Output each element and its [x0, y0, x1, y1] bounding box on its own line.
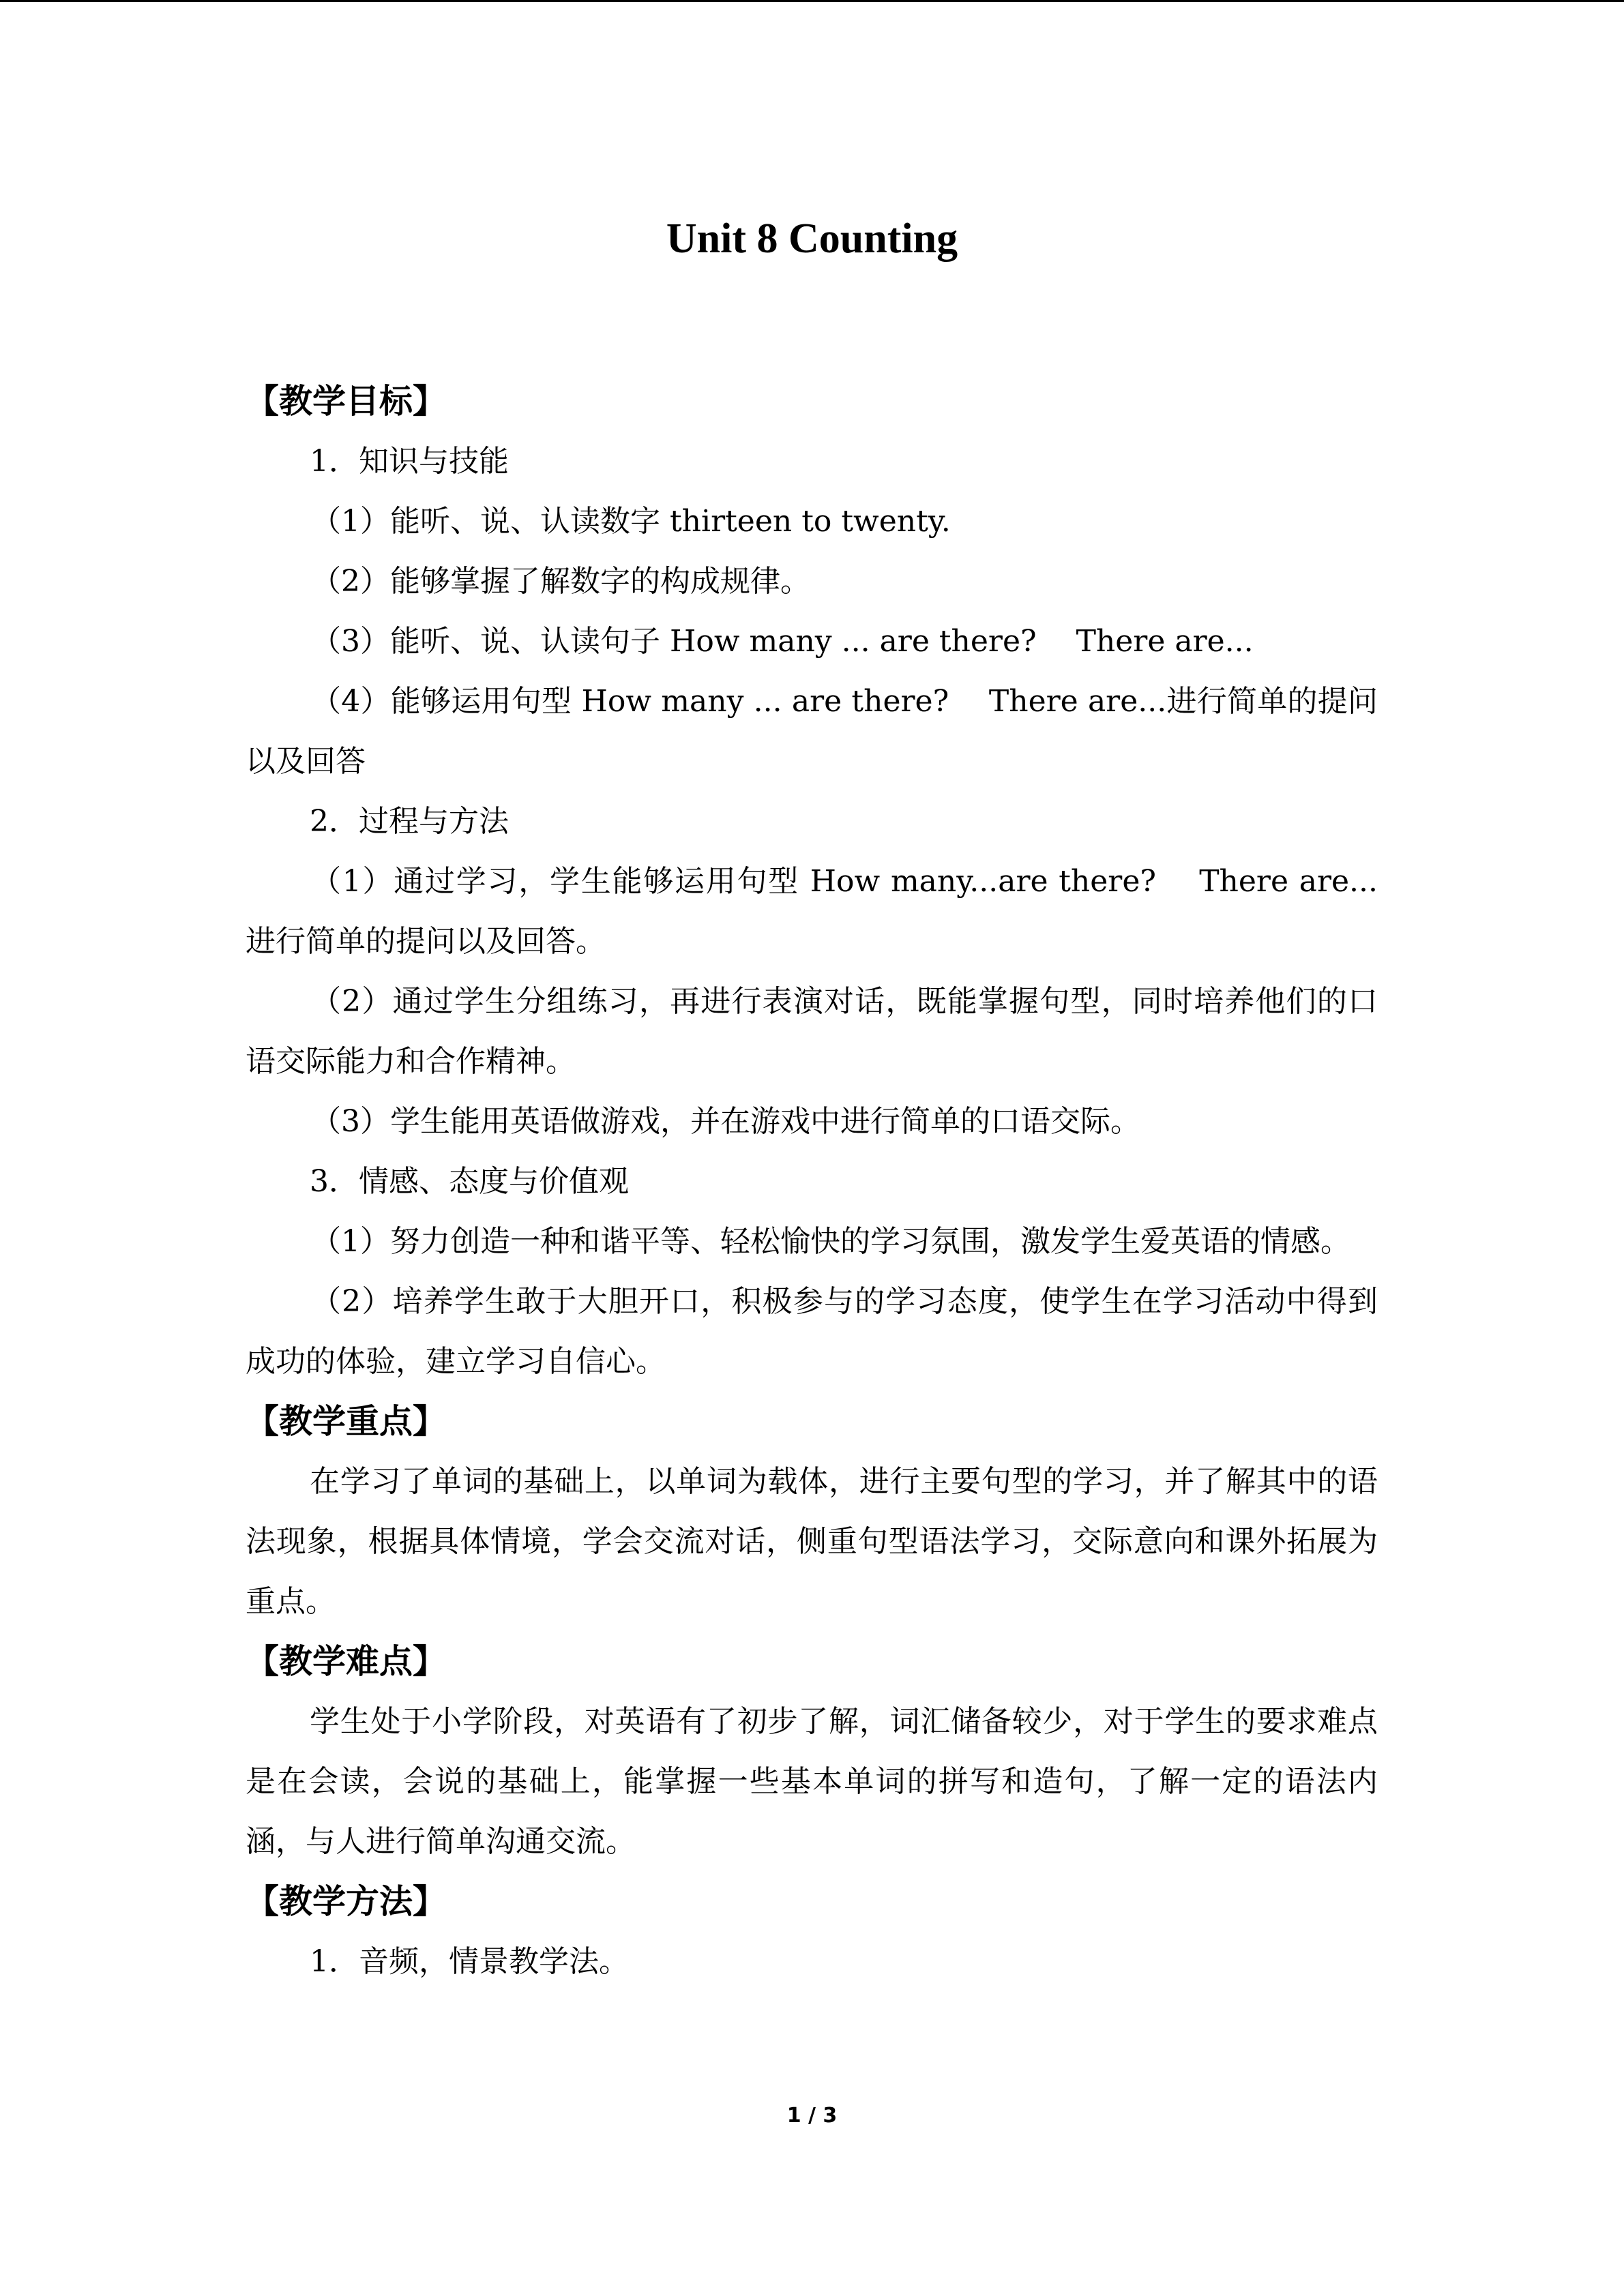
document-body: [246, 372, 1378, 1992]
document-title: Unit 8 Counting: [666, 215, 958, 262]
section-heading-difficulties: 【教学难点】: [246, 1642, 447, 1681]
list-item: （3）学生能用英语做游戏，并在游戏中进行简单的口语交际。: [311, 1104, 1140, 1139]
paragraph-difficulties: 学生处于小学阶段，对英语有了初步了解，词汇储备较少，对于学生的要求难点是在会读，会说的基础上，能掌握一些基本单词的拼写和造句，了解一定的语法内涵，与人进行简单沟通交流。: [246, 1704, 1378, 1859]
list-item: （2）能够掌握了解数字的构成规律。: [311, 564, 810, 599]
page-top-border: [0, 0, 1624, 2]
list-item: （1）能听、说、认读数字 thirteen to twenty.: [311, 504, 951, 539]
list-item: （4）能够运用句型 How many ... are there? There are...进行简单的提问以及回答: [246, 684, 1378, 779]
list-item: （1）努力创造一种和谐平等、轻松愉快的学习氛围，激发学生爱英语的情感。: [311, 1224, 1350, 1259]
page-number: 1 / 3: [786, 2104, 838, 2128]
subheading-emotion: 3．情感、态度与价值观: [310, 1164, 629, 1199]
list-item: 1．音频，情景教学法。: [310, 1944, 629, 1979]
paragraph-key-points: 在学习了单词的基础上，以单词为载体，进行主要句型的学习，并了解其中的语法现象，根据具体情境，学会交流对话，侧重句型语法学习，交际意向和课外拓展为重点。: [246, 1464, 1378, 1619]
list-item: （2）通过学生分组练习，再进行表演对话，既能掌握句型，同时培养他们的口语交际能力和合作精神。: [246, 984, 1378, 1079]
section-heading-objectives: 【教学目标】: [246, 382, 447, 421]
section-heading-key-points: 【教学重点】: [246, 1402, 447, 1441]
list-item: （1）通过学习，学生能够运用句型 How many...are there? There are...进行简单的提问以及回答。: [246, 864, 1378, 959]
list-item: （2）培养学生敢于大胆开口，积极参与的学习态度，使学生在学习活动中得到成功的体验，建立学习自信心。: [246, 1284, 1378, 1379]
subheading-process: 2．过程与方法: [310, 804, 509, 839]
subheading-knowledge: 1．知识与技能: [310, 444, 509, 479]
list-item: （3）能听、说、认读句子 How many ... are there? There are...: [311, 624, 1254, 659]
section-heading-methods: 【教学方法】: [246, 1882, 447, 1921]
